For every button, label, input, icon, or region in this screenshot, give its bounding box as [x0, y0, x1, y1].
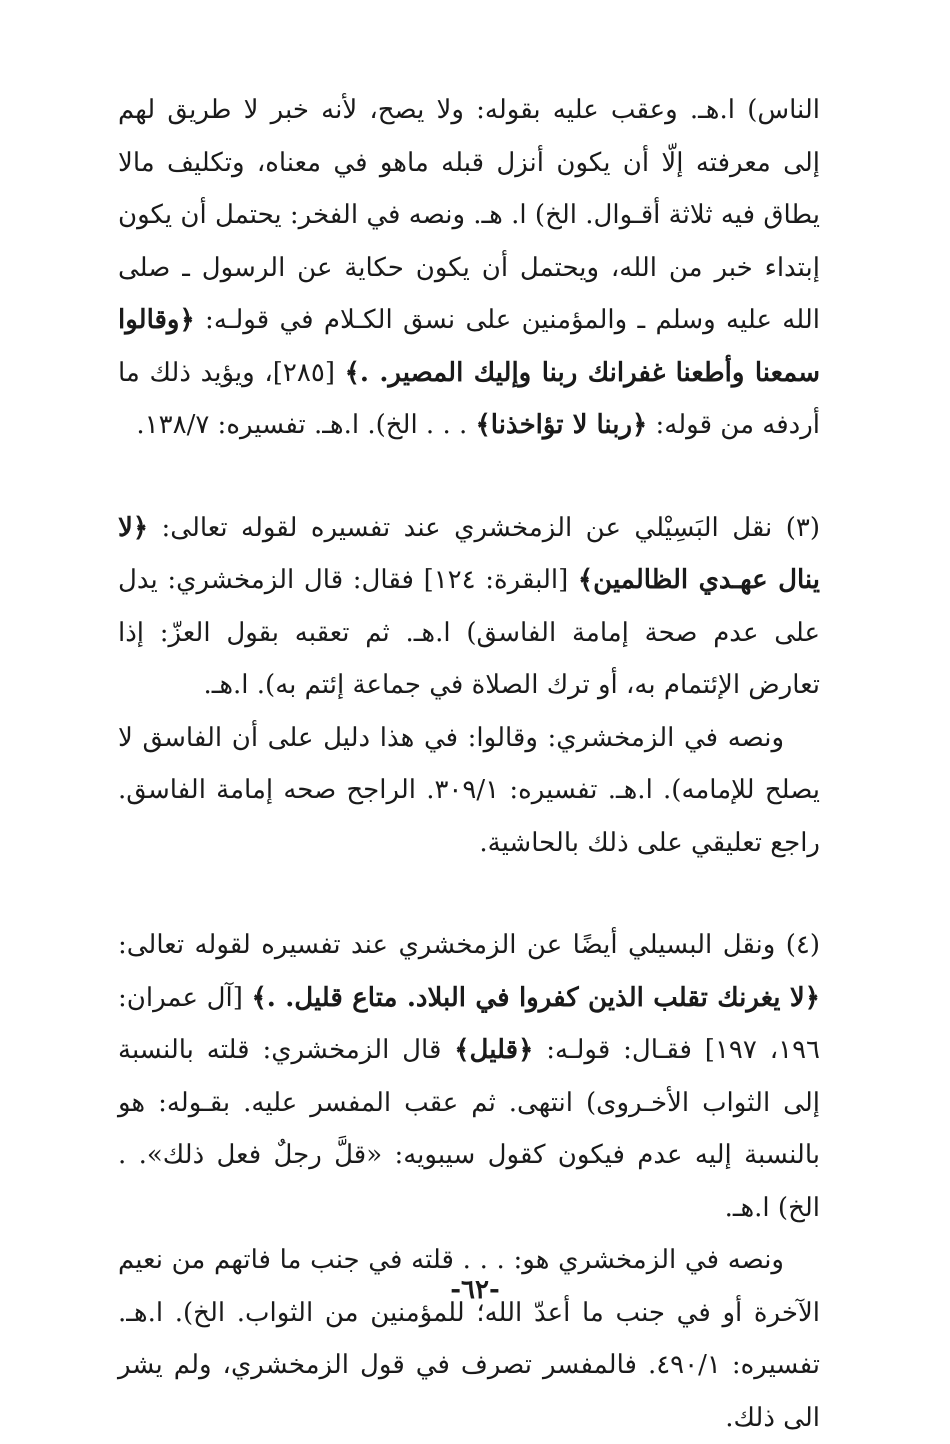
footnote-text: [البقرة: ١٢٤] فقال: قال الزمخشري: يدل على عدم صحة إمامة الفاسق) ا.هـ. ثم تعقبه بقول العزّ: إذا تعارض الإئتمام به، أو ترك الصلاة في جماعة إئتم به). ا.هـ.	[118, 565, 820, 700]
quran-quote: ﴿لا يغرنك تقلب الذين كفروا في البلاد. متاع قليل. .﴾	[251, 982, 820, 1013]
footnote-text: (٤) ونقل البسيلي أيضًا عن الزمخشري عند تفسيره لقوله تعالى:	[118, 930, 820, 960]
footnote-3	[118, 502, 820, 712]
footnote-text: (٣) نقل البَسِيْلي عن الزمخشري عند تفسيره لقوله تعالى:	[148, 512, 820, 543]
quran-quote: ﴿لا ينال عهـدي الظالمين﴾	[118, 512, 820, 595]
footnote-text: قال الزمخشري: قلته بالنسبة إلى الثواب الأخـروى) انتهى. ثم عقب المفسر عليه. بقـوله: هو بالنسبة إليه عدم فيكون كقول سيبويه: «قلَّ رجلٌ فعل ذلك». . الخ) ا.هـ.	[118, 1035, 820, 1223]
footnote-text: [آل عمران: ١٩٦، ١٩٧] فقـال: قولـه:	[118, 982, 821, 1065]
footnote-text: . . . الخ). ا.هـ. تفسيره: ١٣٨/٧.	[136, 410, 476, 440]
footnote-text: الناس) ا.هـ. وعقب عليه بقوله: ولا يصح، لأنه خبر لا طريق لهم إلى معرفته إلّا أن يكون أنزل قبله ماهو في معناه، وتكليف مالا يطاق فيه ثلاثة أقـوال. الخ) ا. هـ. ونصه في الفخر: يحتمل أن يكون إبتداء خبر من الله، ويحتمل أن يكون حكاية عن الرسول ـ صلى الله عليه وسلم ـ والمؤمنين على نسق الكـلام في قولـه:	[118, 95, 820, 335]
quran-quote: ﴿ربنا لا تؤاخذنا﴾	[475, 410, 648, 440]
footnote-4-comparison: ونصه في الزمخشري هو: . . . قلته في جنب ما فاتهم من نعيم الآخرة أو في جنب ما أعدّ الله؛ للمؤمنين من الثواب. الخ). ا.هـ. تفسيره: ٤٩٠/١. فالمفسر تصرف في قول الزمخشري، ولم يشر الى ذلك.	[118, 1245, 820, 1433]
footnote-4	[118, 919, 820, 1234]
footnote-3-comparison: ونصه في الزمخشري: وقالوا: في هذا دليل على أن الفاسق لا يصلح للإمامه). ا.هـ. تفسيره: ٣٠٩/١. الراجح صحه إمامة الفاسق. راجع تعليقي على ذلك بالحاشية.	[118, 722, 820, 858]
page-number: -٦٢-	[450, 1275, 500, 1305]
quran-quote: ﴿قليل﴾	[454, 1035, 534, 1065]
quran-quote: ﴿وقالوا سمعنا وأطعنا غفرانك ربنا وإليك المصير. .﴾	[118, 305, 820, 388]
footnote-2-continuation	[118, 84, 820, 452]
footnote-text: [٢٨٥]، ويؤيد ذلك ما أردفه من قوله:	[118, 357, 820, 440]
